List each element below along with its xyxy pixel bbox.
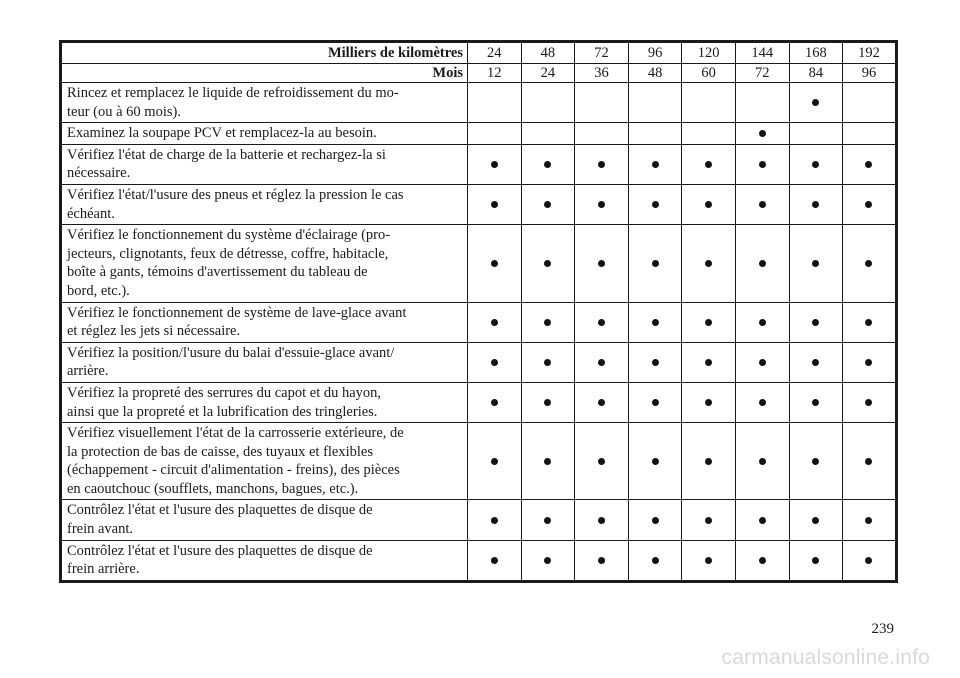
interval-cell [468, 500, 522, 540]
interval-cell [789, 500, 843, 540]
interval-cell [575, 83, 629, 123]
interval-cell [843, 144, 897, 184]
service-required-dot-icon [491, 517, 498, 524]
interval-cell [735, 540, 789, 581]
service-required-dot-icon [705, 458, 712, 465]
interval-cell [575, 123, 629, 145]
month-value: 96 [843, 64, 897, 83]
service-required-dot-icon [865, 260, 872, 267]
service-required-dot-icon [812, 557, 819, 564]
service-description: Vérifiez visuellement l'état de la carrosserie extérieure, de la protection de bas de caisse, des tuyaux et flexibles (échappement - circuit d'alimentation - freins), des pièces en caoutchouc (soufflets, manchons, bagues, etc.). [61, 423, 468, 500]
interval-cell [628, 123, 682, 145]
month-header-row [61, 64, 897, 83]
service-required-dot-icon [759, 557, 766, 564]
month-header-label: Mois [61, 64, 468, 83]
service-required-dot-icon [652, 161, 659, 168]
service-required-dot-icon [652, 399, 659, 406]
service-required-dot-icon [491, 161, 498, 168]
interval-cell [735, 225, 789, 302]
interval-cell [575, 184, 629, 224]
service-required-dot-icon [652, 359, 659, 366]
service-required-dot-icon [812, 319, 819, 326]
interval-cell [521, 302, 575, 342]
interval-cell [628, 423, 682, 500]
interval-cell [628, 144, 682, 184]
maintenance-schedule-table [59, 40, 898, 583]
service-required-dot-icon [865, 557, 872, 564]
service-required-dot-icon [544, 399, 551, 406]
interval-cell [843, 123, 897, 145]
interval-cell [735, 302, 789, 342]
interval-cell [468, 342, 522, 382]
service-required-dot-icon [544, 517, 551, 524]
service-required-dot-icon [812, 201, 819, 208]
schedule-body [61, 83, 897, 582]
service-description: Contrôlez l'état et l'usure des plaquettes de disque de frein arrière. [61, 540, 468, 581]
service-required-dot-icon [598, 458, 605, 465]
service-required-dot-icon [652, 319, 659, 326]
interval-cell [575, 302, 629, 342]
service-required-dot-icon [652, 557, 659, 564]
service-required-dot-icon [491, 201, 498, 208]
service-description: Rincez et remplacez le liquide de refroidissement du mo- teur (ou à 60 mois). [61, 83, 468, 123]
month-value: 12 [468, 64, 522, 83]
interval-cell [735, 184, 789, 224]
interval-cell [843, 83, 897, 123]
interval-cell [521, 500, 575, 540]
interval-cell [682, 382, 736, 422]
interval-cell [628, 342, 682, 382]
service-required-dot-icon [544, 319, 551, 326]
interval-cell [682, 83, 736, 123]
interval-cell [468, 302, 522, 342]
interval-cell [575, 382, 629, 422]
interval-cell [682, 144, 736, 184]
service-required-dot-icon [491, 359, 498, 366]
service-required-dot-icon [705, 359, 712, 366]
service-required-dot-icon [491, 260, 498, 267]
interval-cell [843, 423, 897, 500]
interval-cell [521, 184, 575, 224]
service-description: Vérifiez l'état/l'usure des pneus et réglez la pression le cas échéant. [61, 184, 468, 224]
service-required-dot-icon [865, 319, 872, 326]
service-required-dot-icon [652, 260, 659, 267]
interval-cell [575, 500, 629, 540]
interval-cell [789, 302, 843, 342]
service-required-dot-icon [598, 517, 605, 524]
interval-cell [521, 423, 575, 500]
interval-cell [468, 123, 522, 145]
service-required-dot-icon [598, 359, 605, 366]
interval-cell [843, 225, 897, 302]
service-required-dot-icon [544, 161, 551, 168]
table-row [61, 225, 897, 302]
service-required-dot-icon [705, 161, 712, 168]
service-required-dot-icon [865, 517, 872, 524]
interval-cell [468, 225, 522, 302]
service-required-dot-icon [812, 458, 819, 465]
interval-cell [735, 382, 789, 422]
table-row [61, 423, 897, 500]
km-value: 96 [628, 42, 682, 64]
interval-cell [789, 144, 843, 184]
service-required-dot-icon [759, 458, 766, 465]
month-value: 84 [789, 64, 843, 83]
interval-cell [789, 184, 843, 224]
interval-cell [843, 540, 897, 581]
table-row [61, 540, 897, 581]
interval-cell [682, 302, 736, 342]
interval-cell [521, 144, 575, 184]
service-required-dot-icon [598, 319, 605, 326]
service-description: Vérifiez la propreté des serrures du capot et du hayon, ainsi que la propreté et la lubrification des tringleries. [61, 382, 468, 422]
service-required-dot-icon [865, 359, 872, 366]
km-value: 48 [521, 42, 575, 64]
interval-cell [521, 382, 575, 422]
service-required-dot-icon [491, 458, 498, 465]
interval-cell [628, 382, 682, 422]
service-required-dot-icon [759, 319, 766, 326]
km-value: 168 [789, 42, 843, 64]
service-description: Examinez la soupape PCV et remplacez-la au besoin. [61, 123, 468, 145]
interval-cell [521, 540, 575, 581]
table-row [61, 500, 897, 540]
interval-cell [575, 144, 629, 184]
month-value: 36 [575, 64, 629, 83]
service-required-dot-icon [865, 201, 872, 208]
service-required-dot-icon [652, 458, 659, 465]
interval-cell [682, 342, 736, 382]
interval-cell [468, 144, 522, 184]
interval-cell [628, 184, 682, 224]
service-required-dot-icon [544, 359, 551, 366]
service-required-dot-icon [652, 201, 659, 208]
interval-cell [735, 123, 789, 145]
service-required-dot-icon [759, 201, 766, 208]
service-required-dot-icon [759, 130, 766, 137]
table-row [61, 184, 897, 224]
service-required-dot-icon [812, 99, 819, 106]
service-required-dot-icon [598, 399, 605, 406]
watermark: carmanualsonline.info [721, 646, 930, 669]
service-description: Vérifiez le fonctionnement de système de lave-glace avant et réglez les jets si nécessaire. [61, 302, 468, 342]
km-value: 72 [575, 42, 629, 64]
km-value: 144 [735, 42, 789, 64]
service-required-dot-icon [865, 399, 872, 406]
service-required-dot-icon [491, 557, 498, 564]
interval-cell [789, 225, 843, 302]
interval-cell [468, 540, 522, 581]
interval-cell [789, 540, 843, 581]
month-value: 60 [682, 64, 736, 83]
interval-cell [468, 83, 522, 123]
interval-cell [735, 500, 789, 540]
interval-cell [843, 184, 897, 224]
table-row [61, 123, 897, 145]
km-header-label: Milliers de kilomètres [61, 42, 468, 64]
service-required-dot-icon [598, 161, 605, 168]
interval-cell [575, 423, 629, 500]
interval-cell [735, 144, 789, 184]
interval-cell [682, 423, 736, 500]
service-required-dot-icon [812, 517, 819, 524]
service-required-dot-icon [759, 260, 766, 267]
month-value: 72 [735, 64, 789, 83]
interval-cell [575, 540, 629, 581]
service-required-dot-icon [865, 458, 872, 465]
interval-cell [735, 342, 789, 382]
service-required-dot-icon [705, 399, 712, 406]
service-required-dot-icon [705, 557, 712, 564]
table-row [61, 302, 897, 342]
month-value: 24 [521, 64, 575, 83]
table-row [61, 144, 897, 184]
interval-cell [628, 225, 682, 302]
service-description: Contrôlez l'état et l'usure des plaquettes de disque de frein avant. [61, 500, 468, 540]
interval-cell [735, 83, 789, 123]
interval-cell [628, 500, 682, 540]
interval-cell [682, 500, 736, 540]
interval-cell [789, 342, 843, 382]
interval-cell [789, 83, 843, 123]
interval-cell [521, 123, 575, 145]
service-description: Vérifiez la position/l'usure du balai d'essuie-glace avant/ arrière. [61, 342, 468, 382]
interval-cell [575, 225, 629, 302]
interval-cell [468, 423, 522, 500]
km-header-row [61, 42, 897, 64]
service-description: Vérifiez l'état de charge de la batterie et rechargez-la si nécessaire. [61, 144, 468, 184]
interval-cell [735, 423, 789, 500]
service-required-dot-icon [705, 319, 712, 326]
table-row [61, 83, 897, 123]
interval-cell [521, 225, 575, 302]
page-number: 239 [871, 621, 894, 637]
interval-cell [682, 184, 736, 224]
service-required-dot-icon [759, 399, 766, 406]
interval-cell [843, 342, 897, 382]
km-value: 120 [682, 42, 736, 64]
service-required-dot-icon [812, 161, 819, 168]
interval-cell [682, 540, 736, 581]
service-required-dot-icon [544, 260, 551, 267]
service-required-dot-icon [865, 161, 872, 168]
service-description: Vérifiez le fonctionnement du système d'éclairage (pro- jecteurs, clignotants, feux de détresse, coffre, habitacle, boîte à gants, témoins d'avertissement du tableau de bord, etc.). [61, 225, 468, 302]
interval-cell [468, 382, 522, 422]
service-required-dot-icon [812, 359, 819, 366]
service-required-dot-icon [491, 319, 498, 326]
service-required-dot-icon [652, 517, 659, 524]
service-required-dot-icon [598, 260, 605, 267]
service-required-dot-icon [544, 201, 551, 208]
interval-cell [789, 123, 843, 145]
interval-cell [843, 500, 897, 540]
interval-cell [789, 382, 843, 422]
service-required-dot-icon [812, 260, 819, 267]
interval-cell [575, 342, 629, 382]
service-required-dot-icon [759, 161, 766, 168]
service-required-dot-icon [759, 359, 766, 366]
table-row [61, 382, 897, 422]
interval-cell [521, 342, 575, 382]
km-value: 192 [843, 42, 897, 64]
interval-cell [628, 83, 682, 123]
interval-cell [628, 540, 682, 581]
service-required-dot-icon [544, 557, 551, 564]
interval-cell [682, 225, 736, 302]
service-required-dot-icon [598, 201, 605, 208]
service-required-dot-icon [705, 517, 712, 524]
service-required-dot-icon [598, 557, 605, 564]
service-required-dot-icon [491, 399, 498, 406]
service-required-dot-icon [544, 458, 551, 465]
interval-cell [843, 302, 897, 342]
interval-cell [468, 184, 522, 224]
month-value: 48 [628, 64, 682, 83]
interval-cell [789, 423, 843, 500]
service-required-dot-icon [705, 201, 712, 208]
table-row [61, 342, 897, 382]
km-value: 24 [468, 42, 522, 64]
interval-cell [843, 382, 897, 422]
service-required-dot-icon [759, 517, 766, 524]
service-required-dot-icon [812, 399, 819, 406]
interval-cell [628, 302, 682, 342]
service-required-dot-icon [705, 260, 712, 267]
interval-cell [521, 83, 575, 123]
interval-cell [682, 123, 736, 145]
